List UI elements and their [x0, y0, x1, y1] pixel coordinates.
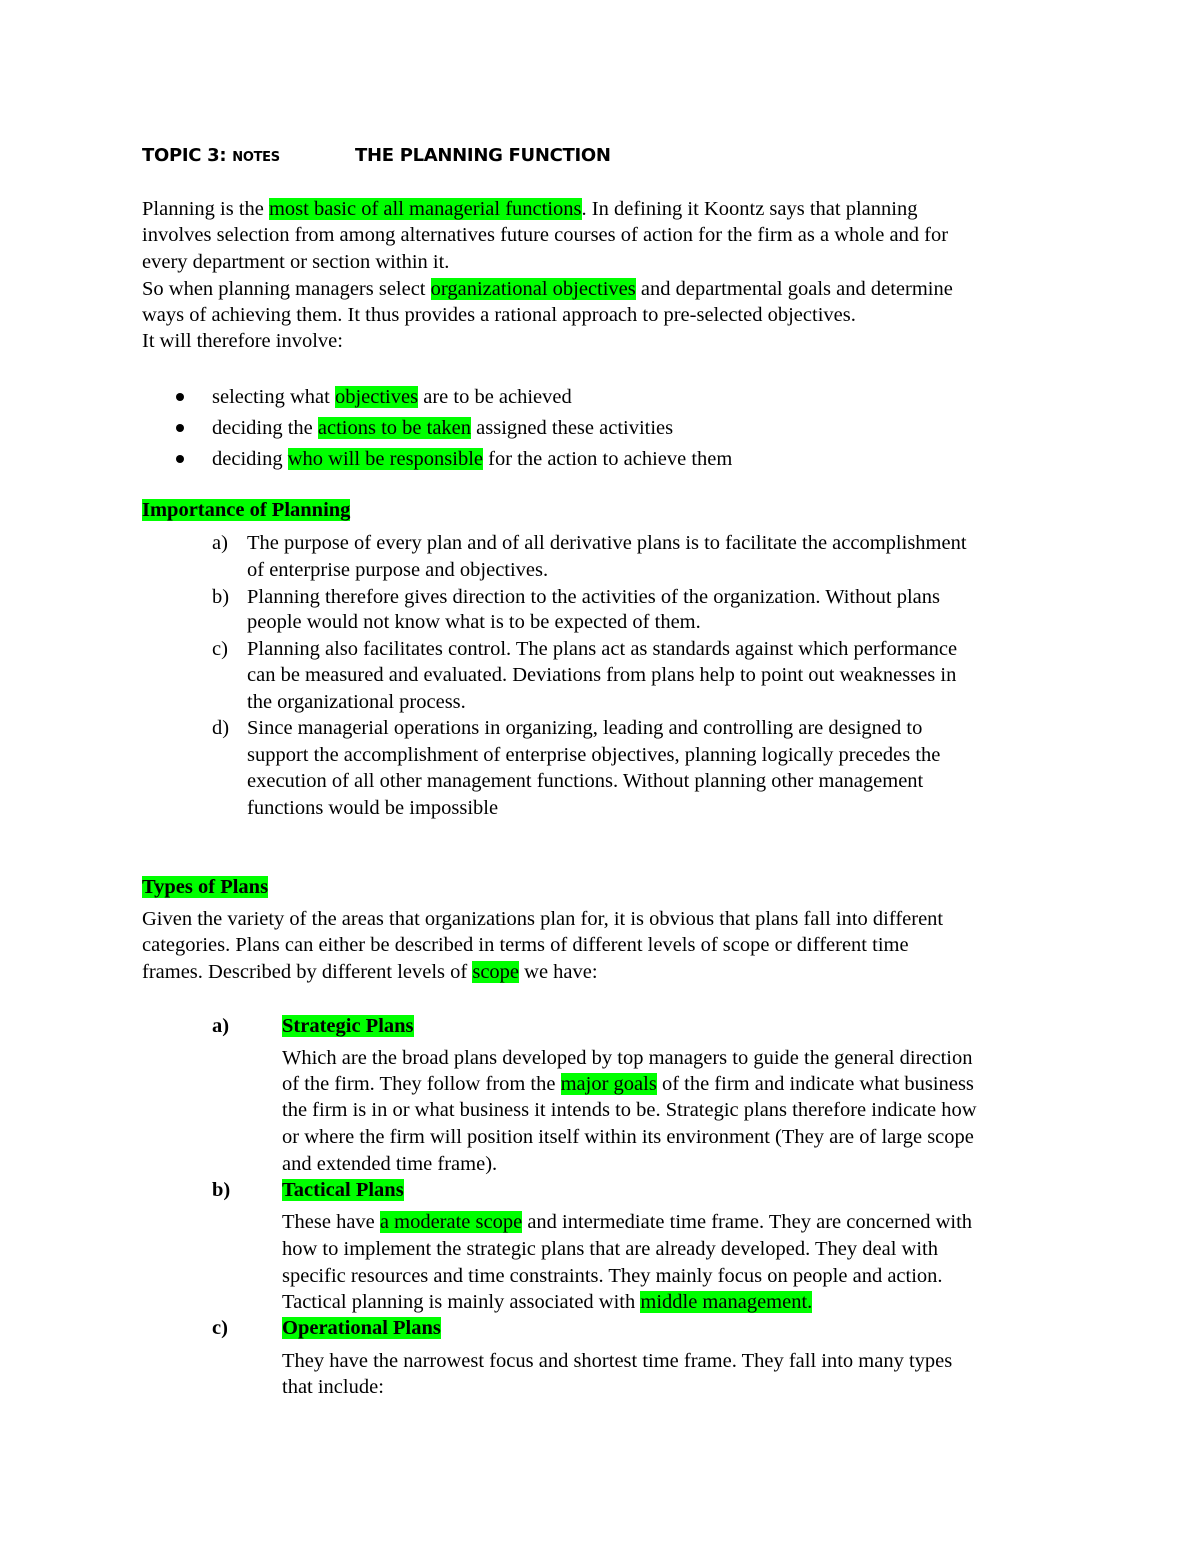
- intro-line: [142, 277, 953, 302]
- list-item-line: Planning also facilitates control. The plans act as standards against which performance: [247, 638, 958, 660]
- paragraph-line: [282, 1290, 812, 1315]
- paragraph-line: categories. Plans can either be described in terms of different levels of scope or different time: [142, 934, 909, 956]
- text: assigned these activities: [471, 417, 674, 439]
- section-heading-types: [142, 875, 268, 900]
- page-title: THE PLANNING FUNCTION: [355, 145, 611, 166]
- text: deciding: [212, 448, 288, 470]
- paragraph-line: specific resources and time constraints. They mainly focus on people and action.: [282, 1265, 943, 1287]
- paragraph-line: and extended time frame).: [282, 1153, 498, 1175]
- intro-line: ways of achieving them. It thus provides a rational approach to pre-selected objectives.: [142, 304, 856, 326]
- list-item-line: support the accomplishment of enterprise objectives, planning logically precedes the: [247, 744, 941, 766]
- list-marker: b): [212, 586, 230, 608]
- text: Planning is the: [142, 198, 269, 220]
- bullet-icon: [176, 424, 184, 432]
- highlight: objectives: [334, 386, 419, 408]
- highlight: who will be responsible: [287, 448, 484, 470]
- subheading-tactical: [282, 1178, 404, 1203]
- intro-line: every department or section within it.: [142, 251, 450, 273]
- list-item-line: execution of all other management functions. Without planning other management: [247, 770, 924, 792]
- highlight: Tactical Plans: [282, 1179, 404, 1201]
- highlight: actions to be taken: [317, 417, 472, 439]
- paragraph-line: Given the variety of the areas that organizations plan for, it is obvious that plans fall into different: [142, 908, 944, 930]
- highlight: a moderate scope: [379, 1211, 523, 1233]
- bullet-item: [212, 385, 572, 410]
- highlight: organizational objectives: [430, 278, 636, 300]
- bullet-item: [212, 447, 732, 472]
- list-item-line: Since managerial operations in organizing, leading and controlling are designed to: [247, 717, 923, 739]
- text: So when planning managers select: [142, 278, 431, 300]
- section-heading-importance: [142, 498, 350, 523]
- paragraph-line: [142, 960, 598, 985]
- highlight: middle management.: [640, 1291, 813, 1313]
- intro-line: [142, 197, 917, 222]
- text: frames. Described by different levels of: [142, 961, 473, 983]
- paragraph-line: Which are the broad plans developed by top managers to guide the general direction: [282, 1047, 973, 1069]
- highlight: Strategic Plans: [282, 1015, 414, 1037]
- list-marker: d): [212, 717, 230, 739]
- paragraph-line: that include:: [282, 1376, 384, 1398]
- subheading-operational: [282, 1316, 441, 1341]
- text: These have: [282, 1211, 380, 1233]
- text: we have:: [519, 961, 598, 983]
- subheading-strategic: [282, 1014, 414, 1039]
- highlight: Types of Plans: [142, 876, 269, 898]
- list-item-line: people would not know what is to be expected of them.: [247, 611, 701, 633]
- paragraph-line: how to implement the strategic plans that are already developed. They deal with: [282, 1238, 938, 1260]
- list-item-line: The purpose of every plan and of all derivative plans is to facilitate the accomplishment: [247, 532, 967, 554]
- list-item-line: the organizational process.: [247, 691, 466, 713]
- notes-label: NOTES: [232, 150, 280, 165]
- intro-line: It will therefore involve:: [142, 330, 343, 352]
- topic-label: [142, 145, 280, 167]
- highlight: major goals: [560, 1073, 657, 1095]
- list-marker: b): [212, 1179, 231, 1201]
- text: and departmental goals and determine: [635, 278, 953, 300]
- list-item-line: of enterprise purpose and objectives.: [247, 559, 549, 581]
- text: selecting what: [212, 386, 335, 408]
- paragraph-line: [282, 1210, 972, 1235]
- paragraph-line: They have the narrowest focus and shortest time frame. They fall into many types: [282, 1350, 953, 1372]
- highlight: scope: [472, 961, 520, 983]
- highlight: Operational Plans: [282, 1317, 441, 1339]
- bullet-item: [212, 416, 673, 441]
- list-item-line: Planning therefore gives direction to the activities of the organization. Without plans: [247, 586, 940, 608]
- paragraph-line: or where the firm will position itself within its environment (They are of large scope: [282, 1126, 974, 1148]
- highlight: most basic of all managerial functions: [268, 198, 582, 220]
- highlight: Importance of Planning: [142, 499, 351, 521]
- topic-number: TOPIC 3:: [142, 145, 227, 166]
- bullet-icon: [176, 455, 184, 463]
- text: and intermediate time frame. They are concerned with: [522, 1211, 973, 1233]
- text: Tactical planning is mainly associated with: [282, 1291, 641, 1313]
- paragraph-line: the firm is in or what business it intends to be. Strategic plans therefore indicate how: [282, 1099, 977, 1121]
- list-item-line: functions would be impossible: [247, 797, 499, 819]
- list-marker: c): [212, 638, 228, 660]
- text: deciding the: [212, 417, 318, 439]
- list-marker: a): [212, 1015, 230, 1037]
- paragraph-line: [282, 1072, 974, 1097]
- intro-line: involves selection from among alternatives future courses of action for the firm as a whole and for: [142, 224, 949, 246]
- list-item-line: can be measured and evaluated. Deviations from plans help to point out weaknesses in: [247, 664, 957, 686]
- list-marker: c): [212, 1317, 228, 1339]
- bullet-icon: [176, 393, 184, 401]
- text: are to be achieved: [418, 386, 572, 408]
- text: for the action to achieve them: [483, 448, 733, 470]
- text: . In defining it Koontz says that planning: [581, 198, 918, 220]
- list-marker: a): [212, 532, 228, 554]
- text: of the firm and indicate what business: [656, 1073, 974, 1095]
- text: of the firm. They follow from the: [282, 1073, 561, 1095]
